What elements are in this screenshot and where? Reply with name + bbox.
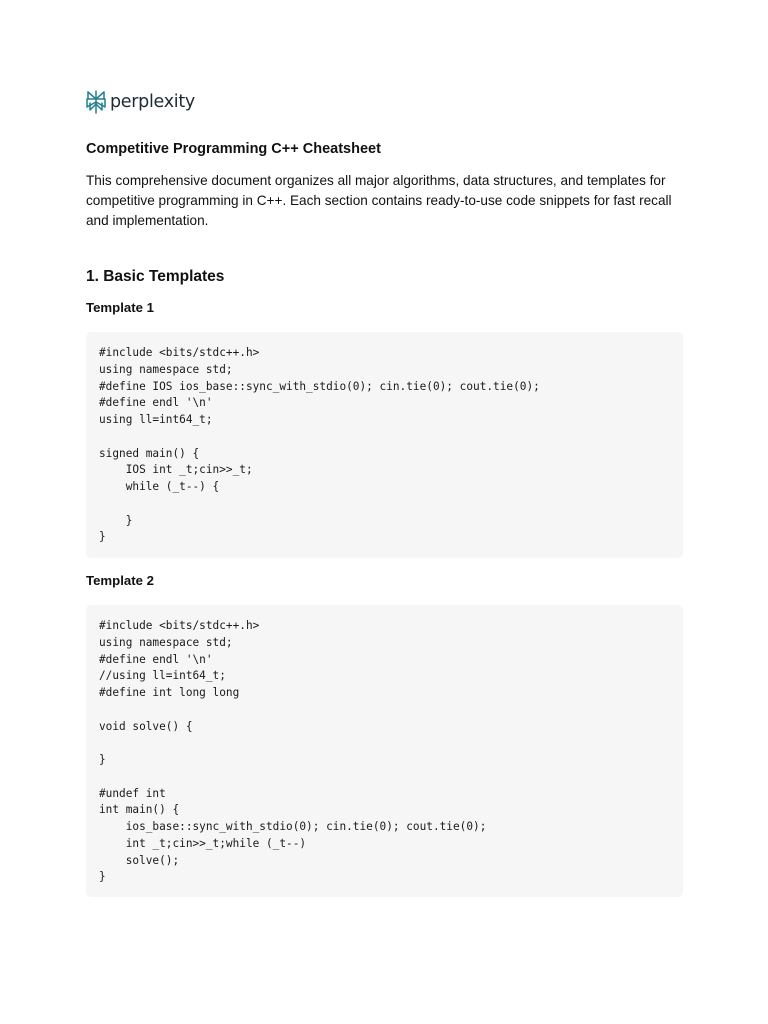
template-1-title: Template 1 (86, 300, 154, 315)
perplexity-logo-icon (86, 90, 106, 114)
section-title-basic-templates: 1. Basic Templates (86, 268, 225, 285)
document-title: Competitive Programming C++ Cheatsheet (86, 141, 381, 157)
template-1-code-block: #include <bits/stdc++.h> using namespace std; #define IOS ios_base::sync_with_stdio(0); cin.tie(0); cout.tie(0); #define endl '\n' using ll=int64_t; signed main() { IOS int _t;cin>>_t; while (_t--) { } } (86, 332, 683, 558)
template-2-code-block: #include <bits/stdc++.h> using namespace std; #define endl '\n' //using ll=int64_t; #define int long long void solve() { } #undef int int main() { ios_base::sync_with_stdio(0); cin.tie(0); cout.tie(0); int _t;cin>>_t;while (_t--) solve(); } (86, 605, 683, 897)
intro-paragraph: This comprehensive document organizes all major algorithms, data structures, and templates for competitive programming in C++. Each section contains ready-to-use code snippets for fast recall and implementation. (86, 173, 672, 228)
logo-wordmark: perplexity (110, 92, 195, 112)
template-2-title: Template 2 (86, 573, 154, 588)
perplexity-logo (86, 89, 195, 115)
